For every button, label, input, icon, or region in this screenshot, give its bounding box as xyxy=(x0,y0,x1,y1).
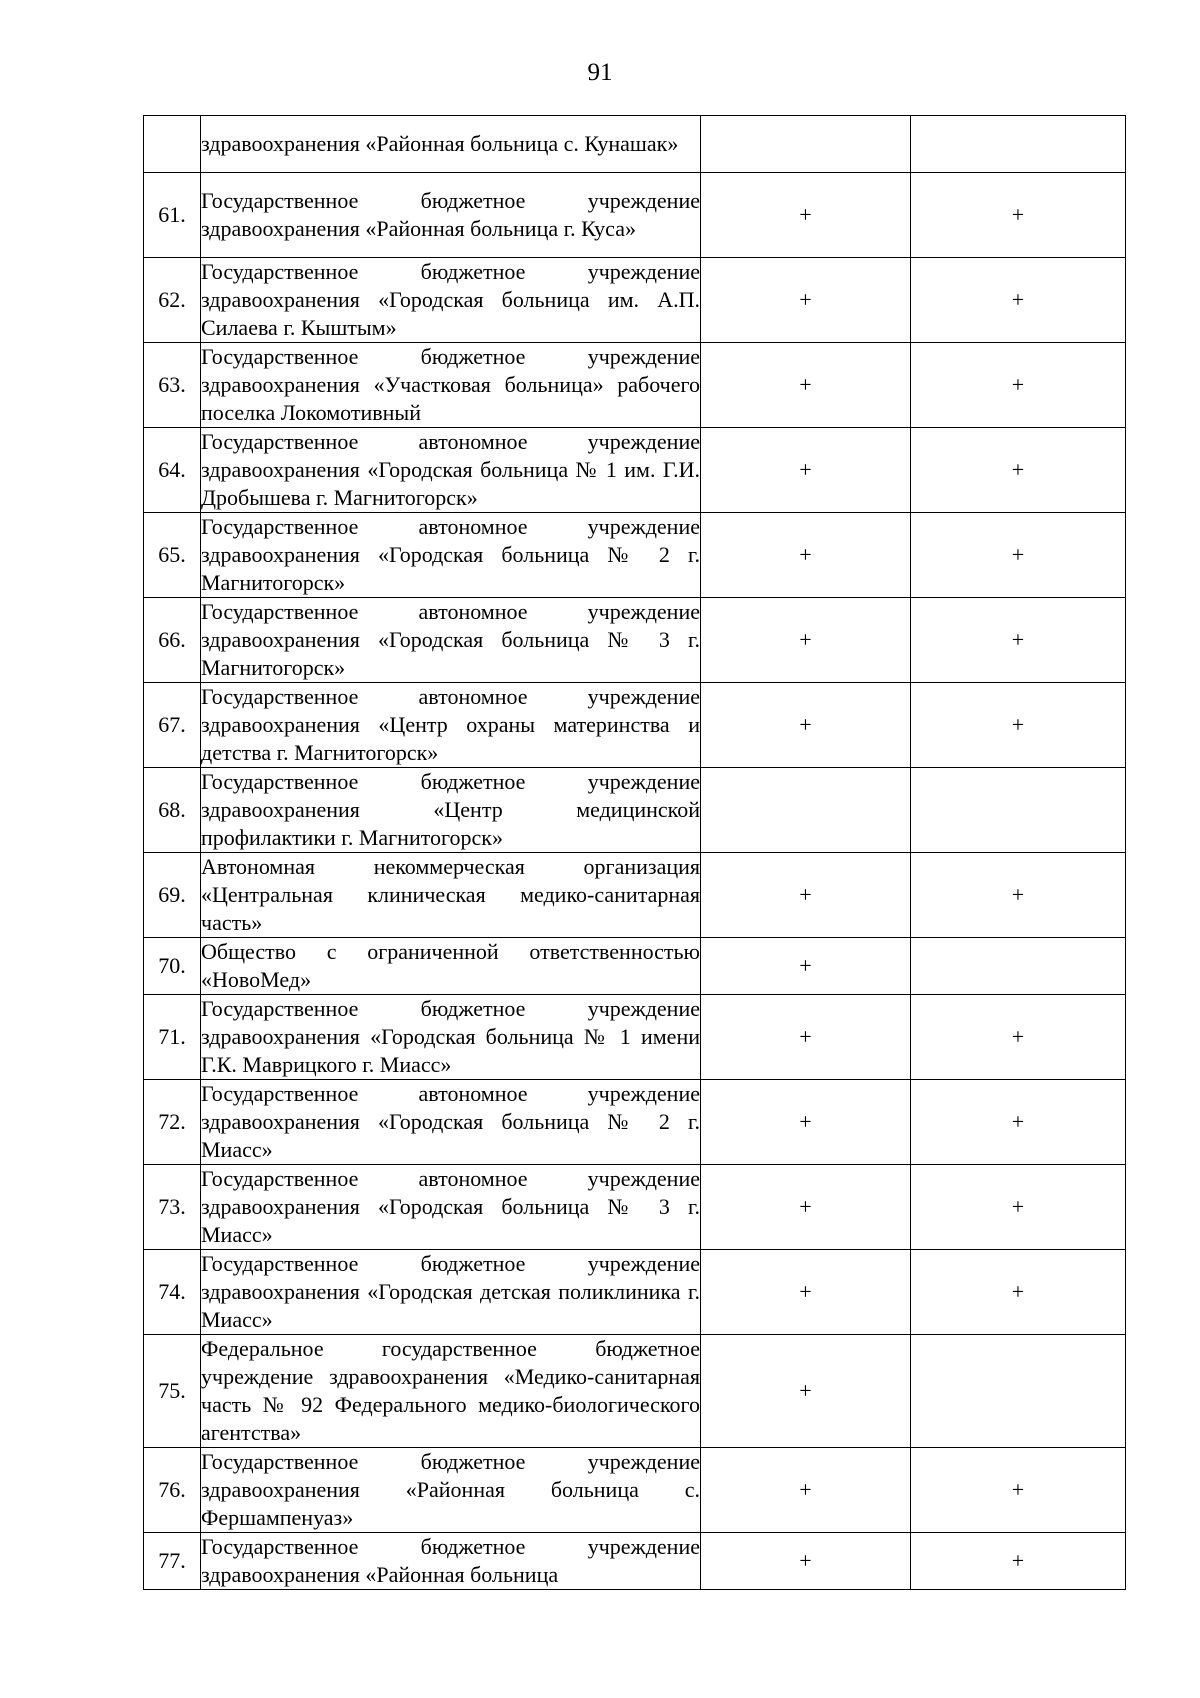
row-number: 68. xyxy=(144,768,201,853)
organization-name-text: Федеральное государственное бюджетное учреждение здравоохранения «Медико-санитарная часть № 92 Федерального медико-биологического агентства» xyxy=(201,1336,700,1445)
column-3-mark: + xyxy=(701,258,911,343)
column-3-mark: + xyxy=(701,938,911,995)
row-number: 67. xyxy=(144,683,201,768)
row-number: 62. xyxy=(144,258,201,343)
row-number: 69. xyxy=(144,853,201,938)
column-4-mark: + xyxy=(911,1080,1126,1165)
organization-name-text: Государственное автономное учреждение здравоохранения «Центр охраны материнства и детства г. Магнитогорск» xyxy=(201,684,700,765)
row-number: 70. xyxy=(144,938,201,995)
row-number: 74. xyxy=(144,1250,201,1335)
organization-name-text: Государственное автономное учреждение здравоохранения «Городская больница № 2 г. Миасс» xyxy=(201,1081,700,1162)
column-4-mark: + xyxy=(911,173,1126,258)
organization-name-text: Государственное бюджетное учреждение здравоохранения «Центр медицинской профилактики г. Магнитогорск» xyxy=(201,769,700,850)
organization-name-text: здравоохранения «Районная больница с. Кунашак» xyxy=(201,131,679,156)
row-number: 71. xyxy=(144,995,201,1080)
table-row xyxy=(144,1080,1126,1165)
column-4-mark: + xyxy=(911,995,1126,1080)
column-4-mark: + xyxy=(911,343,1126,428)
table-row xyxy=(144,1335,1126,1448)
table-row xyxy=(144,258,1126,343)
row-number: 76. xyxy=(144,1448,201,1533)
column-4-mark xyxy=(911,116,1126,173)
column-3-mark xyxy=(701,116,911,173)
table-row xyxy=(144,428,1126,513)
column-3-mark xyxy=(701,768,911,853)
organization-name-text: Государственное автономное учреждение здравоохранения «Городская больница № 3 г. Миасс» xyxy=(201,1166,700,1247)
organization-name-text: Общество с ограниченной ответственностью «НовоМед» xyxy=(201,939,700,992)
column-4-mark xyxy=(911,1335,1126,1448)
column-4-mark: + xyxy=(911,598,1126,683)
organization-name xyxy=(201,1335,701,1448)
column-3-mark: + xyxy=(701,853,911,938)
organization-name xyxy=(201,1080,701,1165)
column-3-mark: + xyxy=(701,173,911,258)
organization-name-text: Государственное автономное учреждение здравоохранения «Городская больница № 1 им. Г.И. Дробышева г. Магнитогорск» xyxy=(201,429,700,510)
column-4-mark: + xyxy=(911,258,1126,343)
column-3-mark: + xyxy=(701,995,911,1080)
organization-name-text: Государственное бюджетное учреждение здравоохранения «Городская детская поликлиника г. Миасс» xyxy=(201,1251,700,1332)
table-row xyxy=(144,683,1126,768)
table-row xyxy=(144,853,1126,938)
row-number: 77. xyxy=(144,1533,201,1590)
table-row xyxy=(144,768,1126,853)
organizations-table xyxy=(143,115,1126,1590)
row-number: 64. xyxy=(144,428,201,513)
organization-name xyxy=(201,768,701,853)
column-3-mark: + xyxy=(701,1250,911,1335)
table-row xyxy=(144,513,1126,598)
column-4-mark: + xyxy=(911,513,1126,598)
column-4-mark: + xyxy=(911,853,1126,938)
column-3-mark: + xyxy=(701,343,911,428)
column-4-mark xyxy=(911,768,1126,853)
column-3-mark: + xyxy=(701,1448,911,1533)
column-3-mark: + xyxy=(701,1080,911,1165)
organization-name-text: Государственное бюджетное учреждение здравоохранения «Районная больница xyxy=(201,1534,700,1587)
column-4-mark: + xyxy=(911,428,1126,513)
organization-name xyxy=(201,853,701,938)
row-number: 61. xyxy=(144,173,201,258)
organization-name xyxy=(201,598,701,683)
organization-name-text: Государственное бюджетное учреждение здравоохранения «Районная больница с. Фершампенуаз» xyxy=(201,1449,700,1530)
organization-name xyxy=(201,1448,701,1533)
column-4-mark xyxy=(911,938,1126,995)
row-number: 63. xyxy=(144,343,201,428)
table-row xyxy=(144,1533,1126,1590)
organization-name xyxy=(201,428,701,513)
organization-name-text: Государственное автономное учреждение здравоохранения «Городская больница № 3 г. Магнитогорск» xyxy=(201,599,700,680)
row-number: 73. xyxy=(144,1165,201,1250)
organization-name-text: Государственное бюджетное учреждение здравоохранения «Городская больница № 1 имени Г.К. Маврицкого г. Миасс» xyxy=(201,996,700,1077)
organization-name xyxy=(201,1165,701,1250)
column-4-mark: + xyxy=(911,683,1126,768)
table-row xyxy=(144,173,1126,258)
row-number xyxy=(144,116,201,173)
organization-name xyxy=(201,938,701,995)
row-number: 72. xyxy=(144,1080,201,1165)
column-4-mark: + xyxy=(911,1250,1126,1335)
organization-name xyxy=(201,258,701,343)
table-row xyxy=(144,343,1126,428)
column-3-mark: + xyxy=(701,1335,911,1448)
column-3-mark: + xyxy=(701,1533,911,1590)
column-3-mark: + xyxy=(701,428,911,513)
organization-name-text: Автономная некоммерческая организация «Центральная клиническая медико-санитарная часть» xyxy=(201,854,700,935)
row-number: 65. xyxy=(144,513,201,598)
column-4-mark: + xyxy=(911,1448,1126,1533)
table-row xyxy=(144,995,1126,1080)
table-row xyxy=(144,1448,1126,1533)
column-4-mark: + xyxy=(911,1165,1126,1250)
table-row xyxy=(144,598,1126,683)
organization-name xyxy=(201,1533,701,1590)
organization-name xyxy=(201,1250,701,1335)
column-3-mark: + xyxy=(701,1165,911,1250)
organization-name xyxy=(201,683,701,768)
table-row xyxy=(144,116,1126,173)
organization-name xyxy=(201,343,701,428)
page-number: 91 xyxy=(587,59,613,86)
column-3-mark: + xyxy=(701,598,911,683)
organization-name-text: Государственное бюджетное учреждение здравоохранения «Участковая больница» рабочего поселка Локомотивный xyxy=(201,344,700,425)
column-3-mark: + xyxy=(701,683,911,768)
table-row xyxy=(144,1165,1126,1250)
column-4-mark: + xyxy=(911,1533,1126,1590)
organization-name xyxy=(201,995,701,1080)
organization-name xyxy=(201,173,701,258)
row-number: 66. xyxy=(144,598,201,683)
table-row xyxy=(144,938,1126,995)
column-3-mark: + xyxy=(701,513,911,598)
organization-name xyxy=(201,116,701,173)
organization-name-text: Государственное бюджетное учреждение здравоохранения «Районная больница г. Куса» xyxy=(201,188,700,241)
organization-name-text: Государственное бюджетное учреждение здравоохранения «Городская больница им. А.П. Силаева г. Кыштым» xyxy=(201,259,700,340)
table-row xyxy=(144,1250,1126,1335)
row-number: 75. xyxy=(144,1335,201,1448)
organization-name xyxy=(201,513,701,598)
organization-name-text: Государственное автономное учреждение здравоохранения «Городская больница № 2 г. Магнитогорск» xyxy=(201,514,700,595)
